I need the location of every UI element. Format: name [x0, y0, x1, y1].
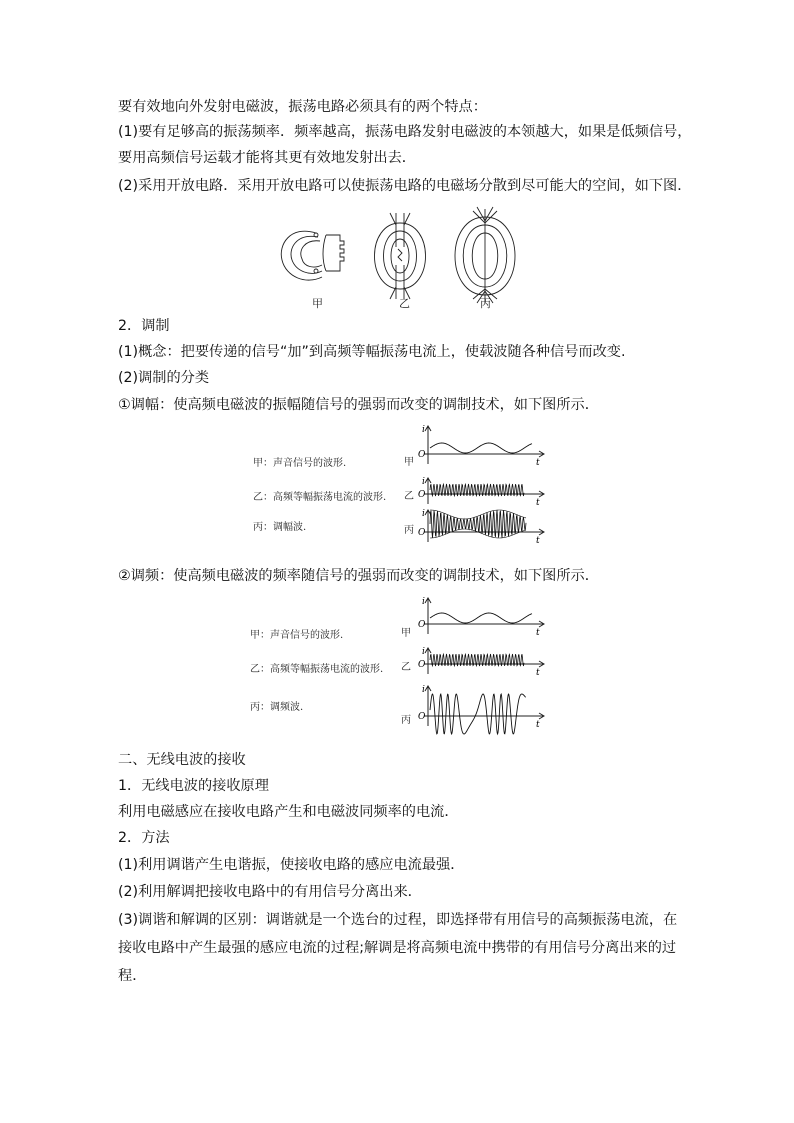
origin-label: O	[418, 620, 426, 630]
axis-label-t: t	[536, 628, 540, 638]
axis-label-t: t	[536, 458, 540, 468]
fm-wave-figure	[414, 596, 549, 742]
circuit-bing	[455, 207, 515, 303]
text-line: (1)概念：把要传递的信号“加”到高频等幅振荡电流上，使载波随各种信号而改变.	[118, 344, 626, 360]
axis-label-i: i	[422, 425, 425, 435]
axis-label-i: i	[422, 647, 425, 657]
axis-label-i: i	[422, 509, 425, 519]
text-line: (2)采用开放电路．采用开放电路可以使振荡电路的电磁场分散到尽可能大的空间，如下图．	[118, 178, 692, 194]
am-axis-name-jia: 甲	[404, 457, 414, 468]
text-line: 要用高频信号运载才能将其更有效地发射出去．	[118, 150, 416, 166]
am-label-modulated: 丙：调幅波.	[253, 522, 307, 533]
am-modulated-wave	[430, 510, 526, 538]
text-line: (2)利用解调把接收电路中的有用信号分离出来．	[118, 884, 422, 900]
origin-label: O	[418, 528, 426, 538]
signal-wave	[430, 443, 532, 453]
am-label-signal: 甲：声音信号的波形.	[253, 458, 347, 469]
fm-label-modulated: 丙：调频波.	[250, 702, 304, 713]
am-wave-figure	[414, 424, 549, 548]
text-line: 程．	[118, 968, 147, 984]
axis-label-i: i	[422, 477, 425, 487]
axis-label-i: i	[422, 685, 425, 695]
origin-label: O	[418, 660, 426, 670]
axis-label-t: t	[536, 536, 540, 546]
axis-label-i: i	[422, 597, 425, 607]
text-line: (2)调制的分类	[118, 370, 210, 386]
section-heading: 二、无线电波的接收	[118, 752, 246, 768]
circuit-yi	[375, 213, 426, 299]
am-label-carrier: 乙：高频等幅振荡电流的波形.	[253, 492, 387, 503]
fm-axis-name-bing: 丙	[401, 715, 411, 726]
figure-caption-yi: 乙	[399, 297, 410, 310]
signal-wave	[430, 613, 532, 623]
fm-label-signal: 甲：声音信号的波形.	[250, 630, 344, 641]
open-circuit-figure	[270, 205, 530, 305]
text-line: (1)利用调谐产生电谐振，使接收电路的感应电流最强．	[118, 857, 465, 873]
axis-label-t: t	[536, 498, 540, 508]
text-line: 2．方法	[118, 830, 170, 846]
figure-caption-jia: 甲	[312, 297, 323, 310]
text-line: (1)要有足够高的振荡频率．频率越高，振荡电路发射电磁波的本领越大，如果是低频信号，	[118, 124, 692, 140]
origin-label: O	[418, 450, 426, 460]
text-line: 2．调制	[118, 318, 170, 334]
axis-label-t: t	[536, 668, 540, 678]
text-line: ①调幅：使高频电磁波的振幅随信号的强弱而改变的调制技术，如下图所示．	[118, 397, 599, 413]
origin-label: O	[418, 712, 426, 722]
text-line: 利用电磁感应在接收电路产生和电磁波同频率的电流．	[118, 804, 459, 820]
circuit-jia	[281, 231, 344, 280]
origin-label: O	[418, 490, 426, 500]
axis-label-t: t	[536, 720, 540, 730]
fm-axis-name-yi: 乙	[401, 662, 411, 673]
figure-caption-bing: 丙	[480, 297, 491, 310]
text-line: (3)调谐和解调的区别：调谐就是一个选台的过程，即选择带有用信号的高频振荡电流，在	[118, 912, 678, 928]
fm-modulated-wave	[430, 694, 526, 734]
text-line: 1．无线电波的接收原理	[118, 778, 269, 794]
text-line: 要有效地向外发射电磁波，振荡电路必须具有的两个特点：	[118, 99, 487, 115]
am-axis-name-yi: 乙	[404, 491, 414, 502]
fm-label-carrier: 乙：高频等幅振荡电流的波形.	[250, 664, 384, 675]
fm-axis-name-jia: 甲	[401, 628, 411, 639]
text-line: ②调频：使高频电磁波的频率随信号的强弱而改变的调制技术，如下图所示．	[118, 568, 599, 584]
am-axis-name-bing: 丙	[404, 525, 414, 536]
text-line: 接收电路中产生最强的感应电流的过程;解调是将高频电流中携带的有用信号分离出来的过	[118, 940, 677, 956]
